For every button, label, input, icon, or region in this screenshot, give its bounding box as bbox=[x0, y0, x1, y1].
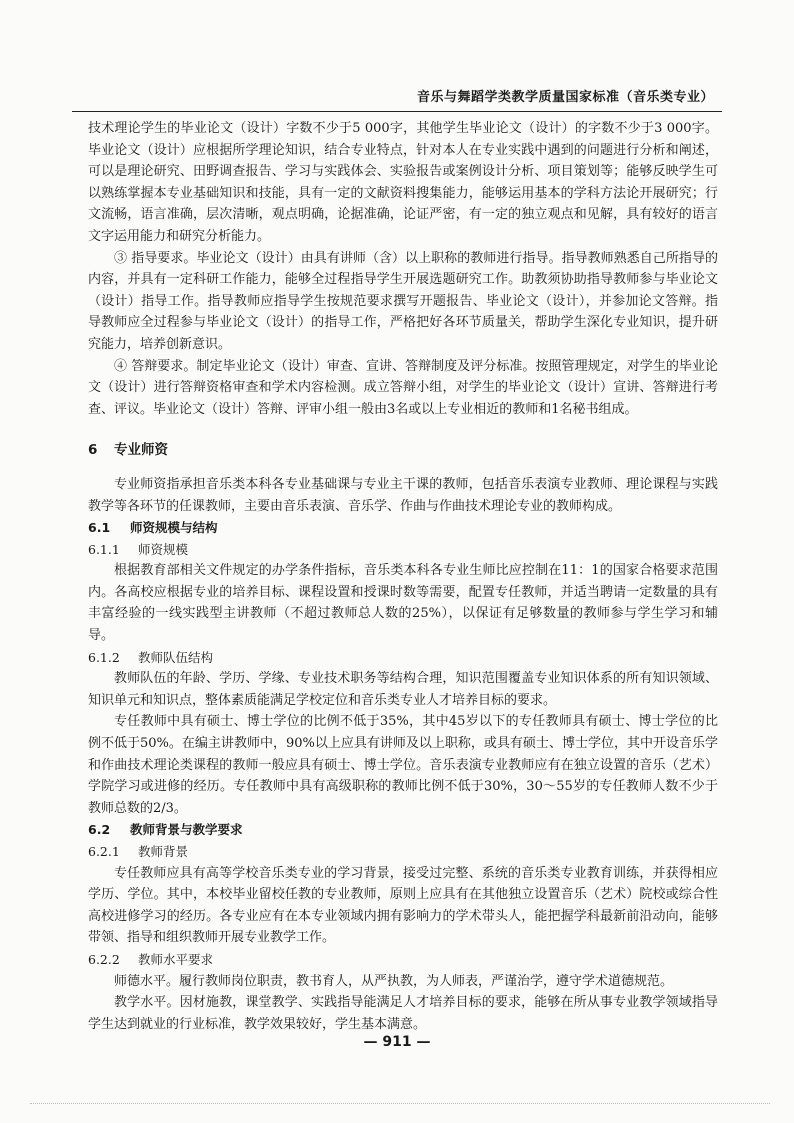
page-body bbox=[88, 118, 718, 1035]
chapter-number: 6 bbox=[88, 442, 98, 459]
page-number: — 911 — bbox=[363, 1034, 431, 1050]
paragraph-faculty-degrees: 专任教师中具有硕士、博士学位的比例不低于35%，其中45岁以下的专任教师具有硕士、博士学位的比例不低于50%。在编主讲教师中，90%以上应具有讲师及以上职称，或具有硕士、博士学位，其中开设音乐学和作曲技术理论类课程的教师一般应具有硕士、博士学位。音乐表演专业教师应有在独立设置的音乐（艺术）学院学习或进修的经历。专任教师中具有高级职称的教师比例不低于30%，30～55岁的专任教师人数不少于教师总数的2/3。 bbox=[88, 714, 718, 816]
subsection-number: 6.2.2 bbox=[88, 951, 120, 967]
subsection-heading-6-2-1 bbox=[88, 841, 718, 863]
paragraph-faculty-background: 专任教师应具有高等学校音乐类专业的学习背景，接受过完整、系统的音乐类专业教育训练，并获得相应学历、学位。其中，本校毕业留校任教的专业教师，原则上应具有在其他独立设置音乐（艺术）院校或综合性高校进修学习的经历。各专业应有在本专业领域内拥有影响力的学术带头人，能把握学科最新前沿动向，能够带领、指导和组织教师开展专业教学工作。 bbox=[88, 865, 718, 946]
subsection-heading-6-2-2 bbox=[88, 949, 718, 971]
subsection-title: 教师背景 bbox=[138, 844, 189, 859]
subsection-title: 教师队伍结构 bbox=[138, 649, 214, 665]
section-number: 6.1 bbox=[88, 520, 111, 536]
section-heading-6-2 bbox=[88, 819, 718, 841]
section-number: 6.2 bbox=[88, 822, 111, 838]
running-header: 音乐与舞蹈学类教学质量国家标准（音乐类专业） bbox=[416, 90, 714, 105]
subsection-number: 6.1.2 bbox=[88, 649, 120, 665]
subsection-heading-6-1-1 bbox=[88, 539, 718, 561]
scan-edge-artifact bbox=[30, 1103, 770, 1104]
paragraph-advisor-requirements: ③ 指导要求。毕业论文（设计）由具有讲师（含）以上职称的教师进行指导。指导教师熟悉自己所指导的内容，并具有一定科研工作能力，能够全过程指导学生开展选题研究工作。助教须协助指导教师参与毕业论文（设计）指导工作。指导教师应指导学生按规范要求撰写开题报告、毕业论文（设计），并参加论文答辩。指导教师应全过程参与毕业论文（设计）的指导工作，严格把好各环节质量关，帮助学生深化专业知识，提升研究能力，培养创新意识。 bbox=[88, 250, 718, 352]
paragraph-faculty-structure: 教师队伍的年龄、学历、学缘、专业技术职务等结构合理，知识范围覆盖专业知识体系的所有知识领域、知识单元和知识点，整体素质能满足学校定位和音乐类专业人才培养目标的要求。 bbox=[88, 671, 718, 708]
subsection-title: 师资规模 bbox=[138, 541, 189, 557]
subsection-heading-6-1-2 bbox=[88, 647, 718, 669]
chapter-heading-6 bbox=[88, 440, 718, 462]
paragraph-defense-requirements: ④ 答辩要求。制定毕业论文（设计）审查、宣讲、答辩制度及评分标准。按照管理规定，对学生的毕业论文（设计）进行答辩资格审查和学术内容检测。成立答辩小组，对学生的毕业论文（设计）宣讲、答辩进行考查、评议。毕业论文（设计）答辩、评审小组一般由3名或以上专业相近的教师和1名秘书组成。 bbox=[88, 358, 718, 417]
paragraph-thesis-length: 技术理论学生的毕业论文（设计）字数不少于5 000字，其他学生毕业论文（设计）的字数不少于3 000字。毕业论文（设计）应根据所学理论知识，结合专业特点，针对本人在专业实践中遇到的问题进行分析和阐述，可以是理论研究、田野调查报告、学习与实践体会、实验报告或案例设计分析、项目策划等；能够反映学生可以熟练掌握本专业基础知识和技能，具有一定的文献资料搜集能力，能够运用基本的学科方法论开展研究；行文流畅，语言准确，层次清晰，观点明确，论据准确，论证严密，有一定的独立观点和见解，具有较好的语言文字运用能力和研究分析能力。 bbox=[88, 121, 718, 244]
section-title: 师资规模与结构 bbox=[130, 520, 218, 536]
paragraph-teaching-level: 教学水平。因材施教，课堂教学、实践指导能满足人才培养目标的要求，能够在所从事专业教学领域指导学生达到就业的行业标准，教学效果较好，学生基本满意。 bbox=[88, 995, 718, 1032]
section-title: 教师背景与教学要求 bbox=[130, 822, 243, 838]
subsection-title: 教师水平要求 bbox=[138, 951, 214, 967]
paragraph-ethics-level: 师德水平。履行教师岗位职责，教书育人，从严执教，为人师表，严谨治学，遵守学术道德规范。 bbox=[114, 973, 674, 989]
header-rule bbox=[72, 111, 722, 112]
paragraph-faculty-scale: 根据教育部相关文件规定的办学条件指标，音乐类本科各专业生师比应控制在11：1的国家合格要求范围内。各高校应根据专业的培养目标、课程设置和授课时数等需要，配置专任教师，并适当聘请一定数量的具有丰富经验的一线实践型主讲教师（不超过教师总人数的25%），以保证有足够数量的教师参与学生学习和辅导。 bbox=[88, 563, 718, 644]
section-heading-6-1 bbox=[88, 517, 718, 539]
paragraph-faculty-intro: 专业师资指承担音乐类本科各专业基础课与专业主干课的教师，包括音乐表演专业教师、理论课程与实践教学等各环节的任课教师，主要由音乐表演、音乐学、作曲与作曲技术理论专业的教师构成。 bbox=[88, 476, 718, 514]
subsection-number: 6.2.1 bbox=[88, 844, 120, 859]
subsection-number: 6.1.1 bbox=[88, 541, 120, 557]
chapter-title: 专业师资 bbox=[114, 442, 168, 459]
